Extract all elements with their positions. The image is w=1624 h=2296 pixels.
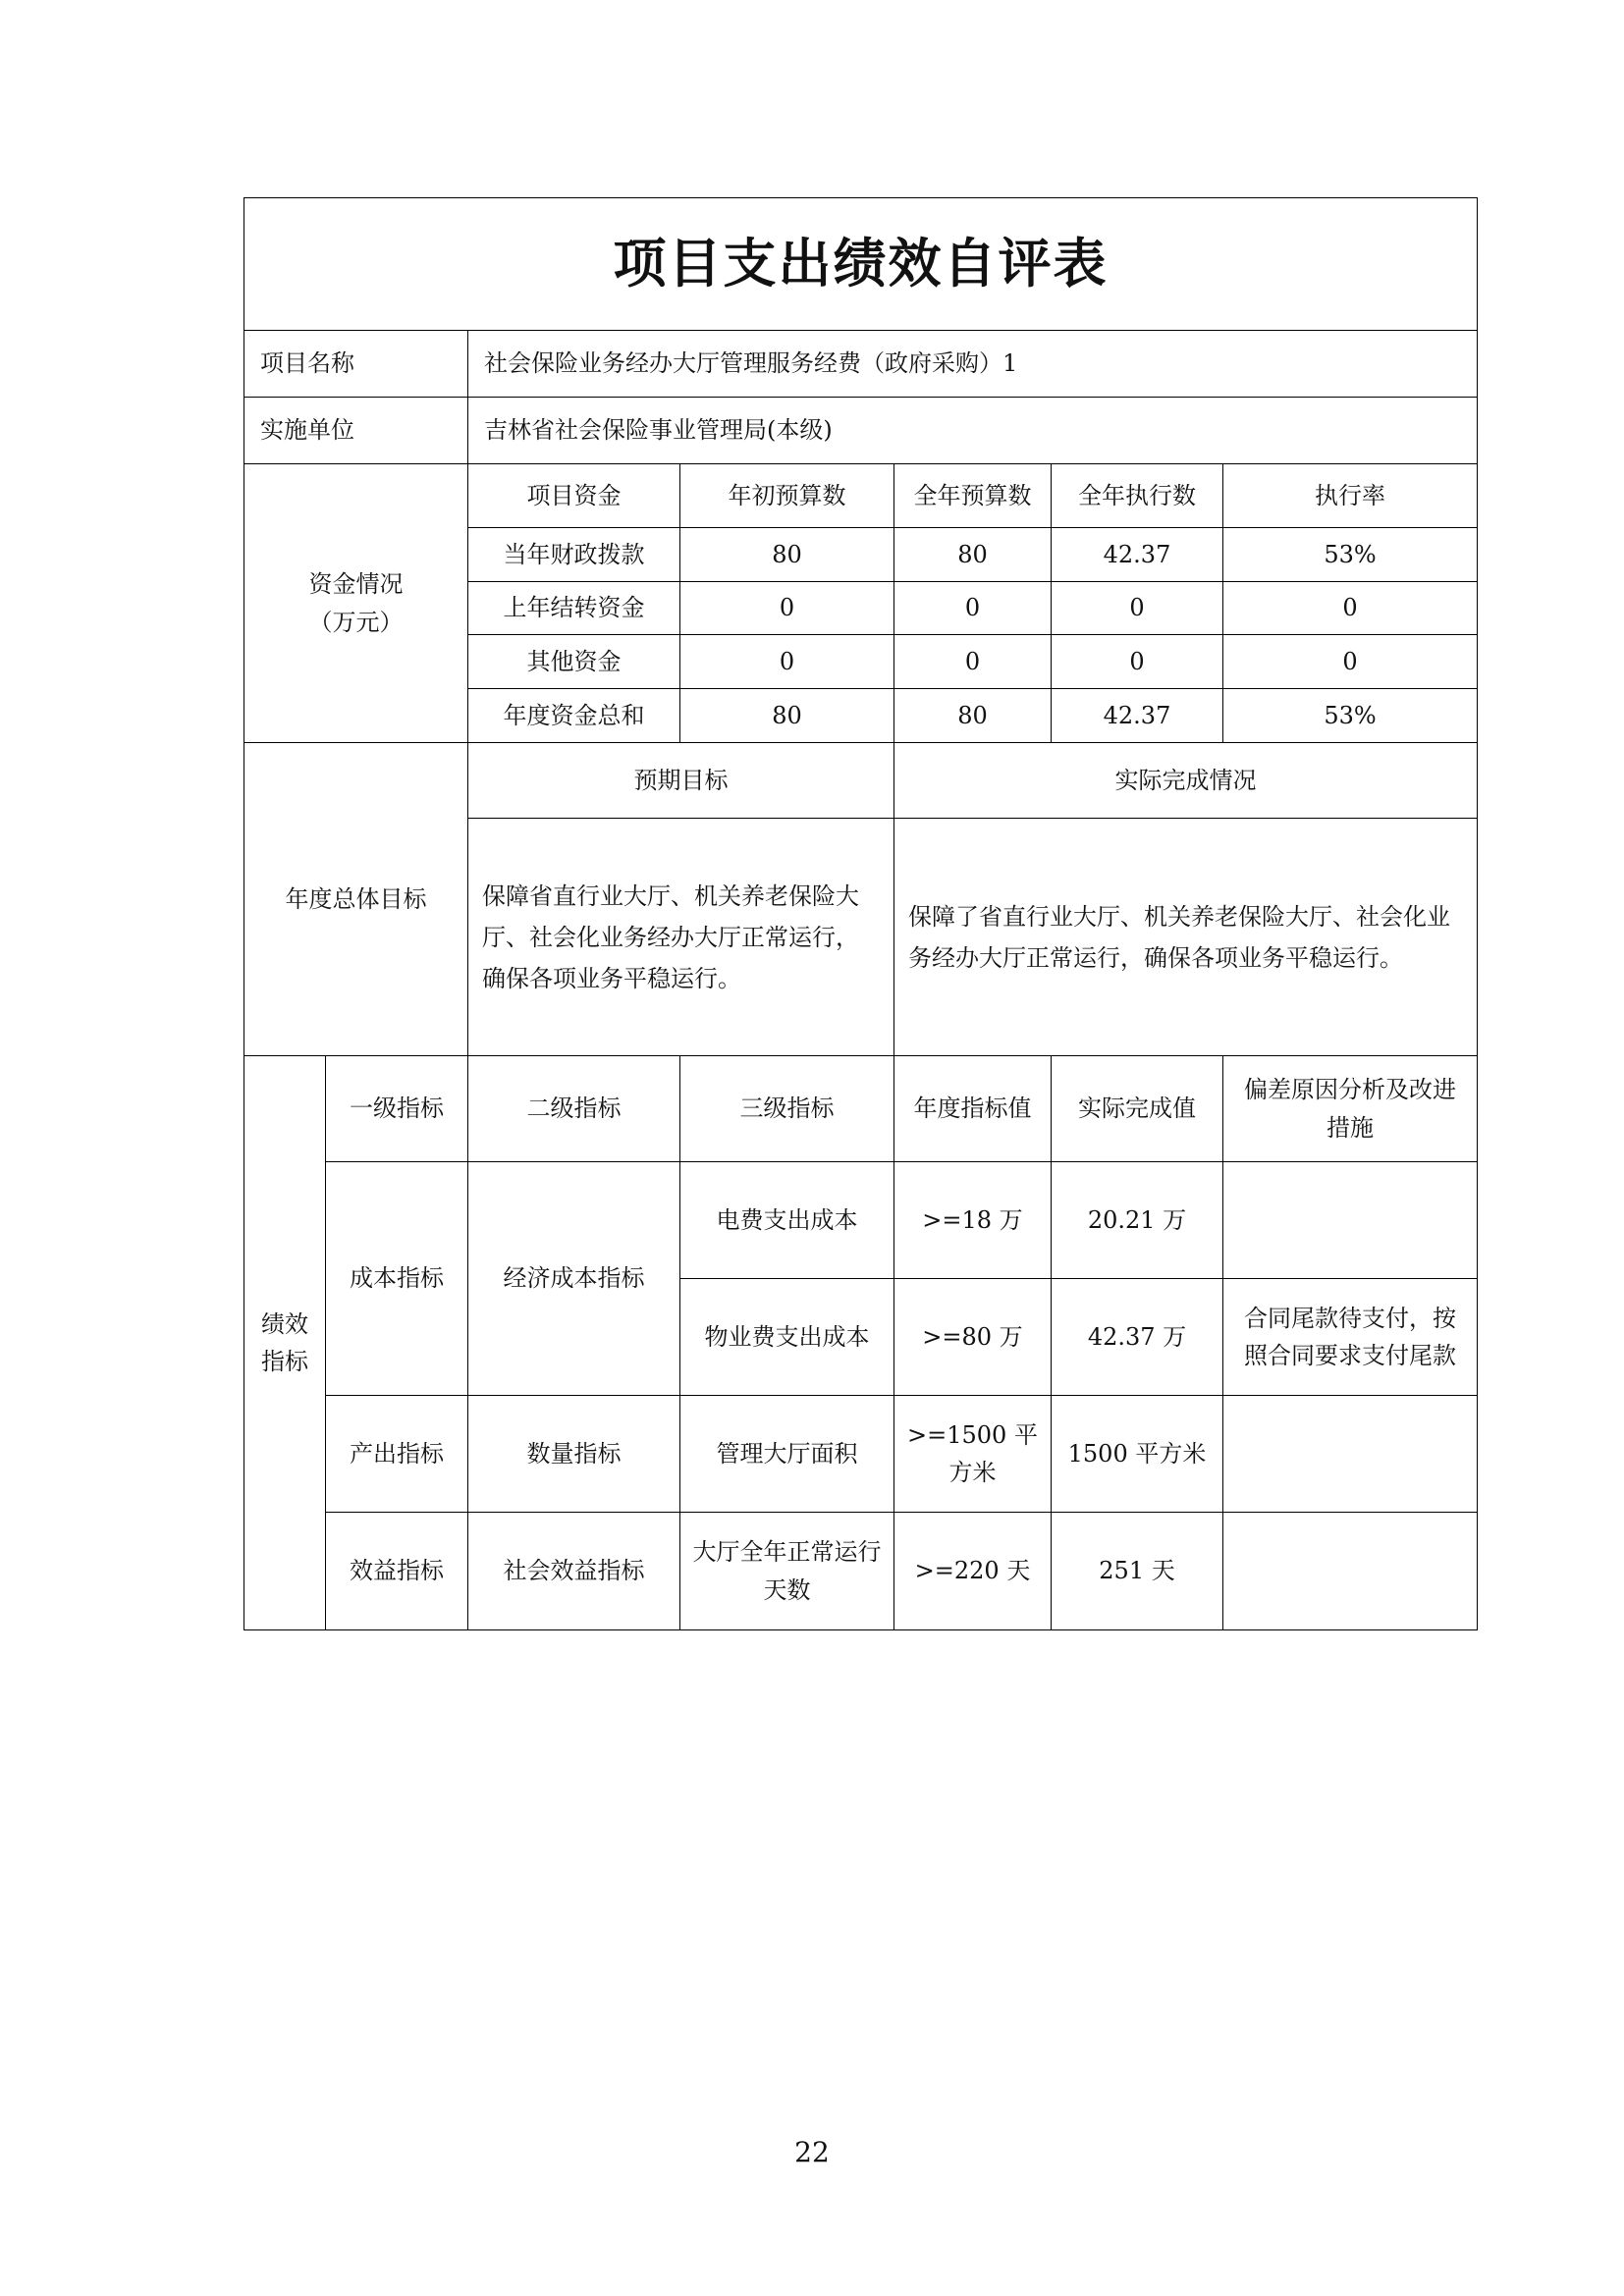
indicator-target: >=220 天 (894, 1513, 1052, 1630)
funds-header: 项目资金 (468, 464, 680, 528)
indicator-level3: 电费支出成本 (680, 1162, 894, 1279)
indicator-header: 二级指标 (468, 1056, 680, 1162)
funds-cell: 80 (894, 528, 1052, 582)
annual-goal-label: 年度总体目标 (244, 743, 468, 1056)
funds-cell: 0 (894, 582, 1052, 635)
benefit-level1: 效益指标 (326, 1513, 468, 1630)
funds-cell: 0 (1052, 635, 1223, 689)
funds-cell: 当年财政拨款 (468, 528, 680, 582)
funds-header: 年初预算数 (680, 464, 894, 528)
performance-self-evaluation-table (244, 197, 1478, 1630)
indicator-actual: 251 天 (1052, 1513, 1223, 1630)
cost-level1: 成本指标 (326, 1162, 468, 1396)
funds-header: 全年预算数 (894, 464, 1052, 528)
indicator-target: >=1500 平方米 (894, 1396, 1052, 1513)
funds-cell: 其他资金 (468, 635, 680, 689)
performance-label-line: 指标 (261, 1348, 308, 1375)
actual-completion-header: 实际完成情况 (894, 743, 1478, 819)
indicator-actual: 20.21 万 (1052, 1162, 1223, 1279)
funds-cell: 80 (894, 689, 1052, 743)
funds-cell: 0 (1052, 582, 1223, 635)
expected-goal-text: 保障省直行业大厅、机关养老保险大厅、社会化业务经办大厅正常运行，确保各项业务平稳运行。 (468, 819, 894, 1056)
performance-label-line: 绩效 (261, 1309, 308, 1338)
funds-cell: 80 (680, 528, 894, 582)
funds-cell: 42.37 (1052, 689, 1223, 743)
funds-cell: 53% (1223, 528, 1478, 582)
page-number: 22 (794, 2136, 830, 2168)
funds-cell: 0 (1223, 635, 1478, 689)
indicator-note (1223, 1513, 1478, 1630)
funds-label-cell (244, 464, 468, 743)
indicator-note: 合同尾款待支付，按照合同要求支付尾款 (1223, 1279, 1478, 1396)
implementing-unit-label: 实施单位 (244, 398, 468, 464)
funds-cell: 0 (680, 635, 894, 689)
indicator-header: 三级指标 (680, 1056, 894, 1162)
indicator-actual: 1500 平方米 (1052, 1396, 1223, 1513)
implementing-unit-value: 吉林省社会保险事业管理局(本级) (468, 398, 1478, 464)
funds-cell: 0 (680, 582, 894, 635)
indicator-note (1223, 1396, 1478, 1513)
funds-cell: 0 (894, 635, 1052, 689)
performance-indicators-label-cell (244, 1056, 326, 1630)
funds-cell: 0 (1223, 582, 1478, 635)
funds-cell: 53% (1223, 689, 1478, 743)
cost-level2: 经济成本指标 (468, 1162, 680, 1396)
project-name-value: 社会保险业务经办大厅管理服务经费（政府采购）1 (468, 331, 1478, 398)
actual-completion-text: 保障了省直行业大厅、机关养老保险大厅、社会化业务经办大厅正常运行，确保各项业务平稳运行。 (894, 819, 1478, 1056)
output-level2: 数量指标 (468, 1396, 680, 1513)
indicator-header: 实际完成值 (1052, 1056, 1223, 1162)
indicator-header: 一级指标 (326, 1056, 468, 1162)
project-name-label: 项目名称 (244, 331, 468, 398)
funds-label: 资金情况 (308, 570, 404, 599)
table-title: 项目支出绩效自评表 (244, 198, 1478, 331)
funds-cell: 42.37 (1052, 528, 1223, 582)
funds-cell: 80 (680, 689, 894, 743)
indicator-target: >=80 万 (894, 1279, 1052, 1396)
expected-goal-header: 预期目标 (468, 743, 894, 819)
funds-cell: 年度资金总和 (468, 689, 680, 743)
indicator-level3: 大厅全年正常运行天数 (680, 1513, 894, 1630)
indicator-note (1223, 1162, 1478, 1279)
funds-header: 全年执行数 (1052, 464, 1223, 528)
indicator-header: 年度指标值 (894, 1056, 1052, 1162)
indicator-level3: 物业费支出成本 (680, 1279, 894, 1396)
indicator-target: >=18 万 (894, 1162, 1052, 1279)
output-level1: 产出指标 (326, 1396, 468, 1513)
funds-header: 执行率 (1223, 464, 1478, 528)
benefit-level2: 社会效益指标 (468, 1513, 680, 1630)
indicator-level3: 管理大厅面积 (680, 1396, 894, 1513)
funds-cell: 上年结转资金 (468, 582, 680, 635)
funds-unit-label: （万元） (308, 608, 404, 636)
indicator-header: 偏差原因分析及改进措施 (1223, 1056, 1478, 1162)
indicator-actual: 42.37 万 (1052, 1279, 1223, 1396)
